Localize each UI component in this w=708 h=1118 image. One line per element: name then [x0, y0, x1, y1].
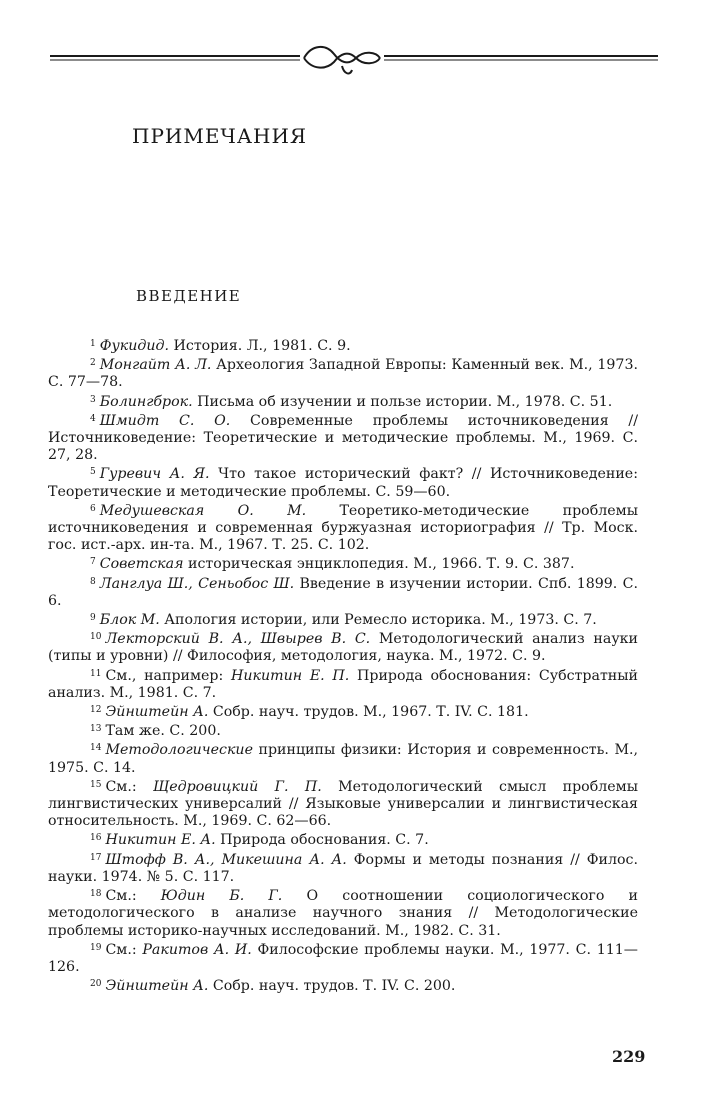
note-author: Ланглуа Ш., Сеньобос Ш. [99, 575, 295, 592]
note-item [48, 574, 638, 610]
note-item [48, 777, 638, 831]
note-number: 14 [90, 743, 102, 754]
note-text: Философские проблемы науки. М., 1977. С. 111—126. [48, 941, 638, 975]
note-author: Гуревич А. Я. [99, 466, 210, 483]
note-text: Что такое исторический факт? // Источниковедение: Теоретические и методические проблемы. С. 59—60. [48, 466, 638, 500]
note-item [48, 464, 638, 500]
note-item [48, 355, 638, 391]
note-text: О соотношении социологического и методологического в анализе научного знания // Методологические проблемы историко-научных исследований. М., 1982. С. 31. [48, 888, 638, 939]
note-text: Теоретико-методические проблемы источниковедения и современная буржуазная историография // Тр. Моск. гос. ист.-арх. ин-та. М., 1967. Т. 25. С. 102. [48, 502, 638, 554]
note-number: 2 [90, 358, 96, 369]
note-number: 6 [90, 503, 96, 514]
section-heading: ВВЕДЕНИЕ [136, 287, 242, 305]
note-number: 7 [90, 557, 96, 568]
note-number: 17 [90, 852, 102, 863]
note-item [48, 976, 638, 995]
note-prefix: См.: [105, 941, 143, 958]
note-item [48, 336, 638, 355]
note-author: Лекторский В. А., Швырев В. С. [105, 631, 371, 648]
note-text: Собр. науч. трудов. Т. IV. С. 200. [208, 978, 456, 995]
note-author: Штофф В. А., Микешина А. А. [105, 851, 347, 868]
note-number: 10 [90, 632, 102, 643]
note-prefix: См.: [105, 778, 153, 795]
note-author: Юдин Б. Г. [160, 888, 283, 905]
note-text: Апология истории, или Ремесло историка. М., 1973. С. 7. [159, 612, 597, 629]
note-author: Никитин Е. П. [231, 667, 350, 684]
note-text: Методологический смысл проблемы лингвистических универсалий // Языковые универсалии и лингвистическая относительность. М., 1969. С. 62—66. [48, 778, 638, 830]
note-author: Блок М. [99, 612, 160, 629]
note-item [48, 850, 638, 886]
note-prefix: См., например: [105, 667, 232, 684]
note-author: Никитин Е. А. [105, 832, 216, 849]
note-author: Щедровицкий Г. П. [153, 778, 322, 795]
note-text: Там же. С. 200. [105, 723, 221, 740]
note-number: 1 [90, 339, 96, 349]
note-item [48, 411, 638, 465]
note-text: История. Л., 1981. С. 9. [168, 338, 351, 354]
note-author: Монгайт А. Л. [99, 357, 212, 374]
note-item [48, 501, 638, 555]
note-item [48, 702, 638, 721]
note-item [48, 830, 638, 849]
note-text: Письма об изучении и пользе истории. М., 1978. С. 51. [192, 393, 613, 410]
note-text: принципы физики: История и современность. М., 1975. С. 14. [48, 742, 638, 776]
page-number: 229 [612, 1047, 646, 1066]
note-item [48, 721, 638, 740]
note-item [48, 610, 638, 629]
note-author: Фукидид. [99, 338, 169, 354]
note-text: Археология Западной Европы: Каменный век. М., 1973. С. 77—78. [48, 357, 638, 391]
note-number: 12 [90, 705, 102, 716]
note-number: 18 [90, 889, 102, 900]
note-text: Современные проблемы источниковедения // Источниковедение: Теоретические и методические проблемы. М., 1969. С. 27, 28. [48, 412, 638, 464]
note-text: Природа обоснования: Субстратный анализ. М., 1981. С. 7. [48, 667, 638, 701]
note-text: Природа обоснования. С. 7. [215, 832, 429, 849]
note-number: 20 [90, 979, 102, 990]
note-text: Введение в изучении истории. Спб. 1899. С. 6. [48, 575, 639, 609]
note-number: 5 [90, 467, 96, 478]
note-number: 3 [90, 394, 96, 405]
note-item [48, 886, 638, 940]
note-item [48, 392, 638, 411]
note-author: Ракитов А. И. [142, 941, 252, 958]
note-number: 15 [90, 779, 102, 790]
page-title: ПРИМЕЧАНИЯ [132, 124, 308, 148]
note-prefix: См.: [105, 888, 161, 905]
note-author: Эйнштейн А. [105, 704, 209, 721]
note-number: 8 [90, 576, 96, 587]
note-text: Собр. науч. трудов. М., 1967. Т. IV. С. 181. [208, 704, 529, 721]
note-author: Советская [99, 556, 184, 573]
notes-list [48, 336, 638, 995]
note-author: Методологические [105, 742, 253, 759]
note-author: Шмидт С. О. [99, 412, 231, 429]
note-number: 11 [90, 668, 102, 679]
note-item [48, 940, 638, 976]
note-author: Медушевская О. М. [99, 502, 307, 519]
note-item [48, 740, 638, 776]
note-item [48, 666, 638, 702]
header-ornament [50, 40, 658, 80]
note-number: 19 [90, 942, 102, 953]
note-number: 13 [90, 724, 102, 735]
note-text: Формы и методы познания // Филос. науки. 1974. № 5. С. 117. [48, 851, 638, 885]
note-number: 9 [90, 613, 96, 624]
note-text: историческая энциклопедия. М., 1966. Т. 9. С. 387. [183, 556, 575, 573]
note-author: Болингброк. [99, 393, 193, 410]
note-text: Методологический анализ науки (типы и уровни) // Философия, методология, наука. М., 1972. С. 9. [48, 631, 638, 665]
note-author: Эйнштейн А. [105, 978, 209, 995]
note-number: 16 [90, 833, 102, 844]
note-item [48, 554, 638, 573]
note-number: 4 [90, 413, 96, 424]
note-item [48, 629, 638, 665]
